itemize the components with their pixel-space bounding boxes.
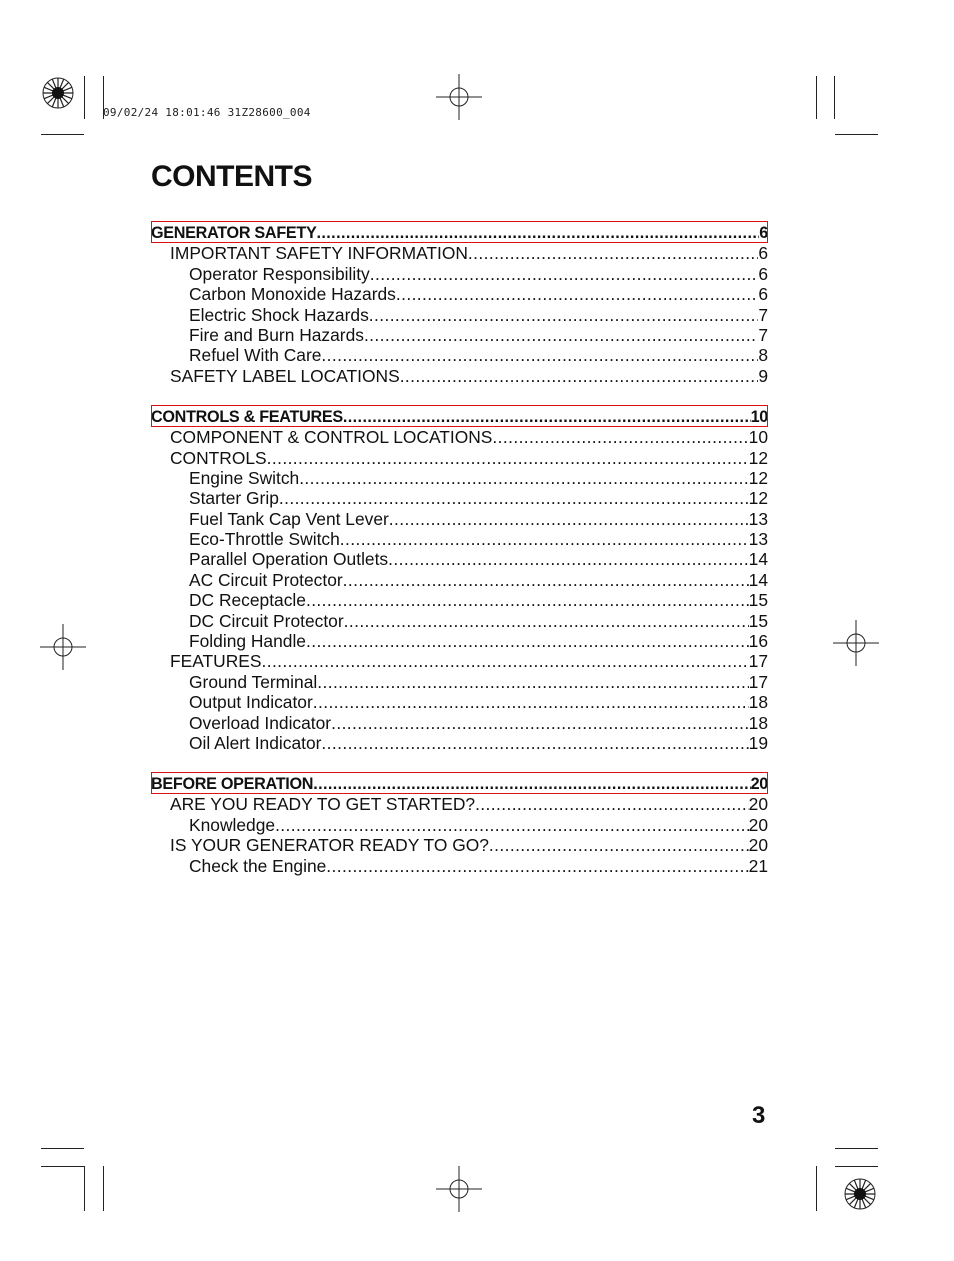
toc-subentry-label: Electric Shock Hazards [189,304,369,325]
page-number: 3 [752,1102,766,1129]
toc-subentry[interactable] [151,631,768,651]
toc-subentry-page: 7 [758,304,768,325]
toc-entry[interactable] [151,243,768,263]
toc-subentry-page: 6 [758,284,768,305]
dot-leader [306,590,749,610]
toc-subentry[interactable] [151,284,768,304]
toc-subentry-label: Folding Handle [189,631,306,652]
toc-entry[interactable] [151,794,768,814]
toc-entry-label: FEATURES [170,651,262,672]
toc-entry-label: CONTROLS [170,447,267,468]
print-stamp: 09/02/24 18:01:46 31Z28600_004 [103,106,311,119]
toc-subentry-page: 14 [748,549,768,570]
registration-crosshair-icon [436,1166,482,1212]
toc-subentry[interactable] [151,671,768,691]
toc-section-label: GENERATOR SAFETY [151,224,317,242]
dot-leader [369,305,759,325]
section-gap [151,386,768,405]
toc-subentry[interactable] [151,508,768,528]
dot-leader [331,713,749,733]
toc-entry-label: ARE YOU READY TO GET STARTED? [170,794,476,815]
dot-leader [261,651,748,671]
toc-subentry-label: Check the Engine [189,855,327,876]
dot-leader [275,815,749,835]
toc-entry[interactable] [151,365,768,385]
table-of-contents [151,221,768,876]
toc-subentry-label: Oil Alert Indicator [189,732,322,753]
toc-subentry-label: Fire and Burn Hazards [189,324,364,345]
toc-entry-label: SAFETY LABEL LOCATIONS [170,365,400,386]
toc-section-label: BEFORE OPERATION [151,774,314,793]
toc-entry-label: COMPONENT & CONTROL LOCATIONS [170,427,493,448]
toc-subentry[interactable] [151,529,768,549]
dot-leader [364,325,758,345]
toc-subentry-label: Carbon Monoxide Hazards [189,284,396,305]
registration-crosshair-icon [436,74,482,120]
toc-subentry[interactable] [151,712,768,732]
dot-leader [370,264,759,284]
dot-leader [400,366,759,386]
page-title: CONTENTS [151,160,312,193]
toc-subentry[interactable] [151,549,768,569]
dot-leader [396,284,758,304]
toc-subentry[interactable] [151,692,768,712]
dot-leader [389,509,749,529]
toc-subentry[interactable] [151,733,768,753]
toc-subentry-page: 15 [748,590,768,611]
toc-subentry-label: Fuel Tank Cap Vent Lever [189,508,389,529]
toc-subentry-page: 14 [748,569,768,590]
dot-leader [321,733,748,753]
toc-subentry[interactable] [151,488,768,508]
toc-subentry[interactable] [151,468,768,488]
dot-leader [326,856,748,876]
toc-subentry[interactable] [151,814,768,834]
toc-entry[interactable] [151,835,768,855]
toc-subentry-page: 18 [748,712,768,733]
toc-subentry-page: 13 [748,529,768,550]
toc-entry-page: 9 [758,365,768,386]
dot-leader [388,549,749,569]
toc-section[interactable] [151,221,768,243]
toc-section-label: CONTROLS & FEATURES [151,407,343,426]
toc-subentry-page: 15 [748,610,768,631]
dot-leader [279,488,749,508]
toc-subentry-label: Output Indicator [189,692,313,713]
dot-leader [313,692,749,712]
toc-subentry-label: Operator Responsibility [189,263,370,284]
dot-leader [489,835,749,855]
toc-subentry-label: DC Circuit Protector [189,610,344,631]
dot-leader [299,468,748,488]
toc-entry-page: 20 [748,794,768,815]
dot-leader [343,570,749,590]
toc-subentry-page: 21 [748,855,768,876]
toc-subentry-page: 7 [758,324,768,345]
dot-leader [343,407,751,427]
dot-leader [317,672,748,692]
toc-subentry-page: 12 [748,488,768,509]
registration-star-icon [41,76,75,110]
toc-subentry-page: 16 [748,631,768,652]
toc-entry-page: 20 [748,835,768,856]
toc-subentry-label: Refuel With Care [189,345,322,366]
registration-star-icon [843,1177,877,1211]
toc-entry-label: IS YOUR GENERATOR READY TO GO? [170,835,489,856]
toc-subentry[interactable] [151,345,768,365]
toc-entry-page: 10 [748,427,768,448]
toc-subentry[interactable] [151,569,768,589]
toc-subentry[interactable] [151,325,768,345]
toc-subentry-page: 17 [748,671,768,692]
toc-subentry-label: AC Circuit Protector [189,569,343,590]
toc-subentry-page: 19 [748,732,768,753]
toc-subentry-label: DC Receptacle [189,590,306,611]
toc-entry-page: 12 [748,447,768,468]
toc-subentry-page: 13 [748,508,768,529]
toc-subentry-page: 20 [748,814,768,835]
toc-entry[interactable] [151,447,768,467]
registration-crosshair-icon [40,624,86,670]
toc-subentry-page: 8 [758,345,768,366]
toc-subentry-page: 12 [748,467,768,488]
toc-subentry-label: Parallel Operation Outlets [189,549,389,570]
toc-entry-page: 17 [748,651,768,672]
toc-section-page: 20 [750,774,768,793]
dot-leader [306,631,749,651]
toc-section[interactable] [151,405,768,427]
toc-subentry-label: Knowledge [189,814,276,835]
toc-subentry[interactable] [151,304,768,324]
dot-leader [321,345,758,365]
toc-entry-label: IMPORTANT SAFETY INFORMATION [170,243,468,264]
dot-leader [267,448,749,468]
toc-subentry-label: Eco-Throttle Switch [189,529,340,550]
toc-section-page: 6 [759,224,768,242]
toc-subentry-label: Ground Terminal [189,671,318,692]
dot-leader [492,427,748,447]
toc-entry-page: 6 [758,243,768,264]
toc-subentry-label: Overload Indicator [189,712,332,733]
dot-leader [316,223,759,243]
toc-subentry-page: 18 [748,692,768,713]
toc-section-page: 10 [750,407,768,426]
toc-section[interactable] [151,772,768,794]
toc-subentry-label: Engine Switch [189,467,300,488]
dot-leader [468,243,758,263]
dot-leader [313,774,750,794]
registration-crosshair-icon [833,620,879,666]
dot-leader [340,529,749,549]
toc-entry[interactable] [151,427,768,447]
toc-entry[interactable] [151,651,768,671]
section-gap [151,753,768,772]
toc-subentry[interactable] [151,855,768,875]
dot-leader [475,794,749,814]
toc-subentry[interactable] [151,610,768,630]
toc-subentry[interactable] [151,590,768,610]
dot-leader [344,611,749,631]
toc-subentry[interactable] [151,263,768,283]
toc-subentry-page: 6 [758,263,768,284]
toc-subentry-label: Starter Grip [189,488,279,509]
